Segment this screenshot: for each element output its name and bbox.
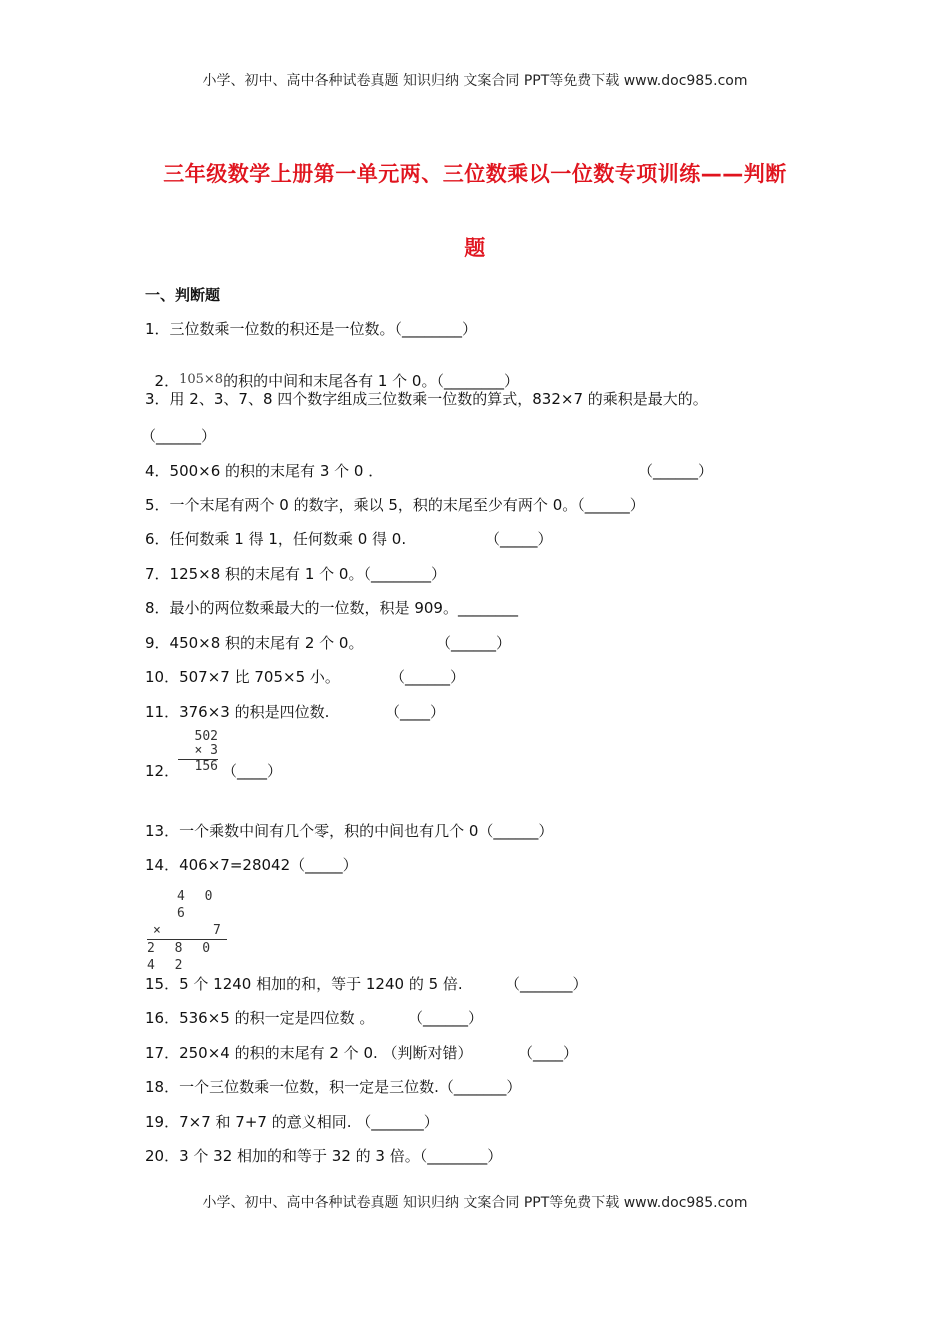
page-header: 小学、初中、高中各种试卷真题 知识归纳 文案合同 PPT等免费下载 www.doc985.com: [202, 73, 748, 89]
page-title-line2: 题: [464, 236, 486, 260]
section-heading: 一、判断题: [145, 286, 221, 304]
question-2-number: 2．: [154, 372, 180, 390]
question-4: 4．500×6 的积的末尾有 3 个 0 ．: [145, 462, 384, 480]
question-11-blank: （____）: [385, 703, 446, 721]
question-4-blank: （______）: [638, 462, 714, 480]
question-12: 12．: [145, 762, 180, 780]
question-13: 13．一个乘数中间有几个零，积的中间也有几个 0（______）: [145, 822, 554, 840]
question-10: 10．507×7 比 705×5 小。: [145, 668, 340, 686]
q12-product: 156: [178, 759, 218, 774]
page-footer: 小学、初中、高中各种试卷真题 知识归纳 文案合同 PPT等免费下载 www.doc985.com: [202, 1195, 748, 1211]
question-7: 7．125×8 积的末尾有 1 个 0。（________）: [145, 565, 446, 583]
question-10-blank: （______）: [390, 668, 466, 686]
question-12-figure: [178, 730, 218, 774]
question-9: 9．450×8 积的末尾有 2 个 0。: [145, 634, 364, 652]
question-20: 20．3 个 32 相加的和等于 32 的 3 倍。（________）: [145, 1147, 503, 1165]
question-19: 19．7×7 和 7+7 的意义相同. （_______）: [145, 1113, 439, 1131]
question-2-expression: 105×8: [179, 372, 224, 387]
question-14: 14．406×7=28042（_____）: [145, 856, 358, 874]
question-11: 11．376×3 的积是四位数.: [145, 703, 330, 721]
question-3: 3．用 2、3、7、8 四个数字组成三位数乘一位数的算式，832×7 的乘积是最大的。: [145, 390, 708, 408]
question-6: 6．任何数乘 1 得 1，任何数乘 0 得 0.: [145, 530, 407, 548]
question-18: 18．一个三位数乘一位数，积一定是三位数.（_______）: [145, 1078, 522, 1096]
q14-multiplier: 7: [213, 923, 221, 938]
question-16: 16．536×5 的积一定是四位数 。: [145, 1009, 375, 1027]
question-9-blank: （______）: [436, 634, 512, 652]
question-16-blank: （______）: [408, 1009, 484, 1027]
question-2-text: 的积的中间和末尾各有 1 个 0。（________）: [223, 372, 519, 390]
question-12-blank: （____）: [222, 762, 283, 780]
page-title-line1: 三年级数学上册第一单元两、三位数乘以一位数专项训练——判断: [163, 162, 787, 186]
q12-multiplier: × 3: [194, 743, 218, 758]
question-15: 15．5 个 1240 相加的和，等于 1240 的 5 倍.: [145, 975, 463, 993]
q14-multiplicand: 4 0 6: [177, 889, 219, 921]
question-5: 5．一个末尾有两个 0 的数字，乘以 5，积的末尾至少有两个 0。（______）: [145, 496, 645, 514]
q14-times-sign: ×: [153, 923, 161, 938]
question-3-blank: （______）: [141, 427, 217, 445]
question-15-blank: （_______）: [505, 975, 588, 993]
q14-multiplier-row: [147, 922, 227, 939]
question-14-figure: [147, 888, 227, 974]
q12-multiplicand: 502: [194, 729, 218, 744]
question-17: 17．250×4 的积的末尾有 2 个 0. （判断对错）: [145, 1044, 473, 1062]
question-6-blank: （_____）: [485, 530, 553, 548]
question-8: 8．最小的两位数乘最大的一位数，积是 909。________: [145, 599, 518, 617]
question-2: [145, 352, 519, 391]
question-17-blank: （____）: [518, 1044, 579, 1062]
q14-product: 2 8 0 4 2: [147, 939, 227, 974]
question-1: 1．三位数乘一位数的积还是一位数。（________）: [145, 320, 478, 338]
